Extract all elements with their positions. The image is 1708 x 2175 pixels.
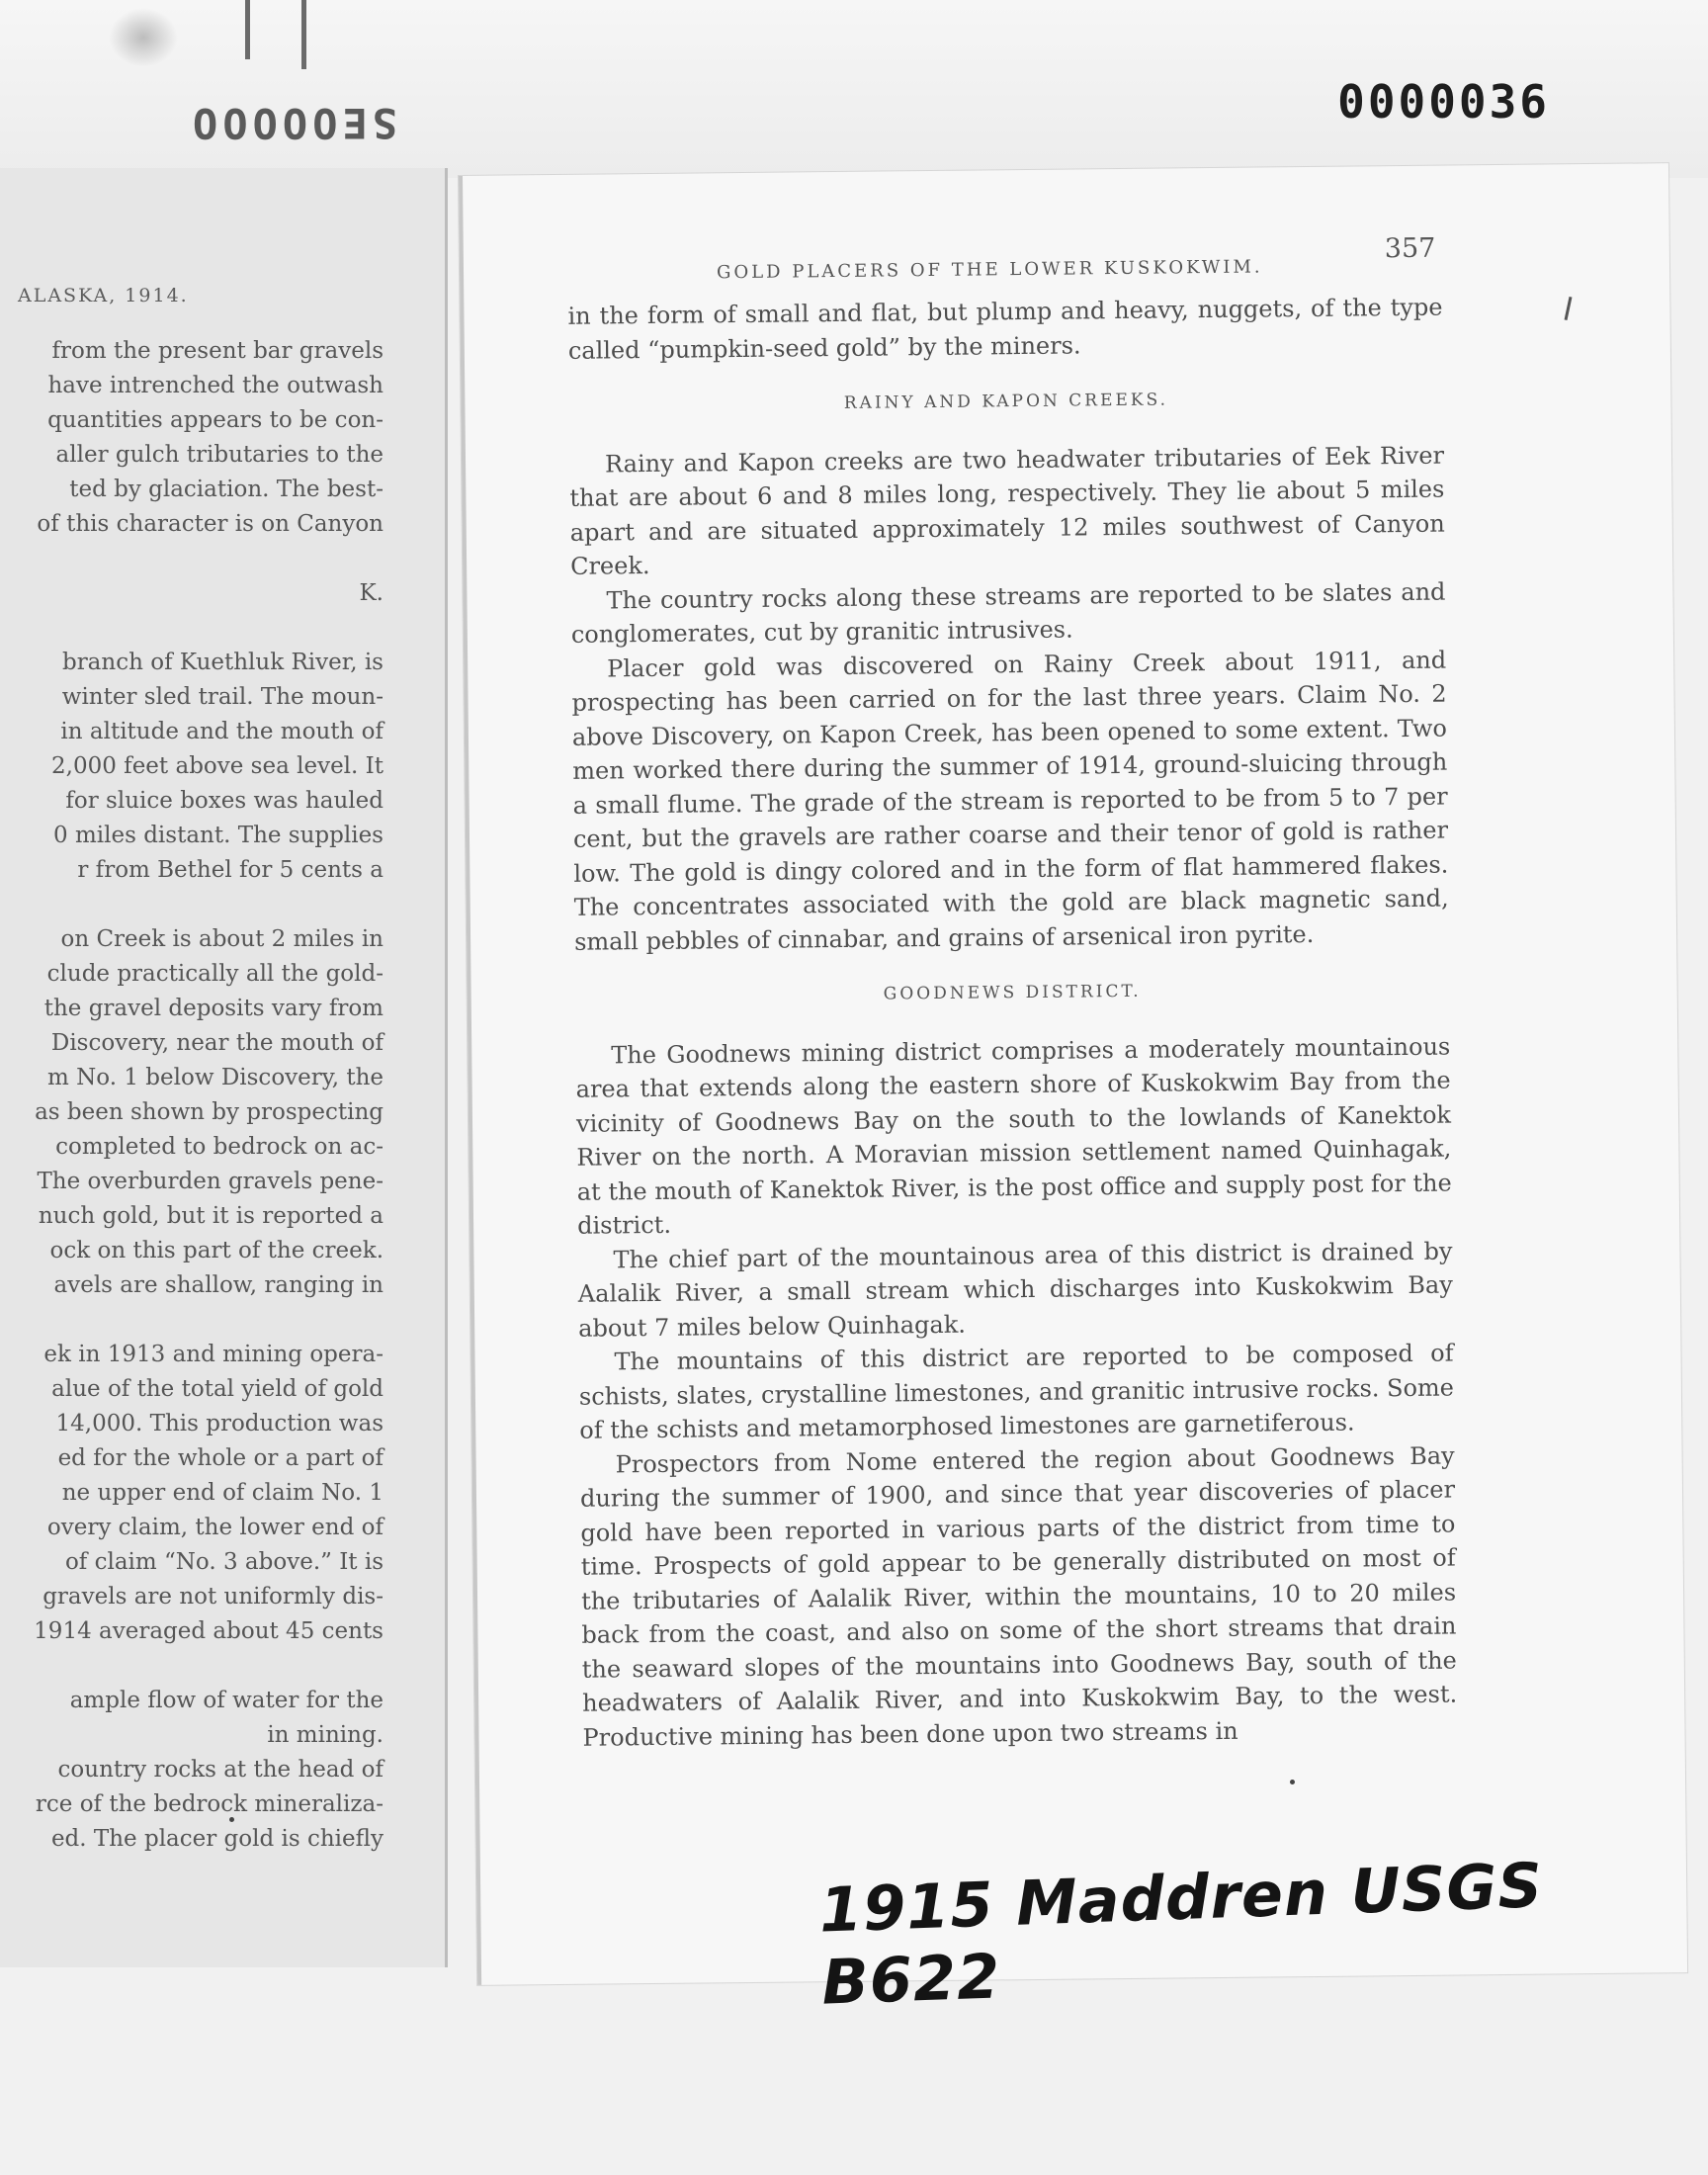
line-gap xyxy=(0,1303,384,1338)
left-page-line: in altitude and the mouth of xyxy=(60,719,384,744)
left-page-line: have intrenched the outwash xyxy=(47,373,384,398)
left-page-line: quantities appears to be con- xyxy=(47,407,384,433)
inverted-stamp: SEOOOOO xyxy=(188,99,398,147)
left-page-line: in mining. xyxy=(267,1722,384,1748)
paragraph: The country rocks along these streams are reported to be slates and conglomerates, cut by granitic intrusives. xyxy=(570,577,1446,649)
scan-dot xyxy=(1290,1780,1295,1784)
left-page-line: ek in 1913 and mining opera- xyxy=(43,1342,384,1367)
paragraph: Prospectors from Nome entered the region about Goodnews Bay during the summer of 1900, and since that year discoveries of placer gold have been reported in various parts of the district from time to time. Prospects of gold appear to be generally distributed on most of the tributaries of Aalalik River, within the mountains, 10 to 20 miles back from the coast, and also on some of the short streams that drain the seaward slopes of the mountains into Goodnews Bay, south of the headwaters of Aalalik River, and into Kuskokwim Bay, to the west. Productive mining has been done upon two streams in xyxy=(579,1441,1458,1752)
left-page-line: the gravel deposits vary from xyxy=(43,996,384,1021)
left-page-line: for sluice boxes was hauled xyxy=(65,788,384,814)
left-page-line: country rocks at the head of xyxy=(57,1757,384,1783)
right-page xyxy=(459,163,1687,1985)
document-number-stamp: 0000036 xyxy=(1337,75,1550,129)
left-page-line: branch of Kuethluk River, is xyxy=(61,650,384,675)
left-page-line: 14,000. This production was xyxy=(55,1411,384,1436)
left-page-line: gravels are not uniformly dis- xyxy=(43,1584,384,1610)
scan-smudge xyxy=(109,8,178,67)
left-page-line: rce of the bedrock mineraliza- xyxy=(35,1791,384,1817)
line-gap xyxy=(0,888,384,922)
left-page-line: alue of the total yield of gold xyxy=(51,1376,384,1402)
left-page-line: K. xyxy=(359,580,384,606)
left-page-line: r from Bethel for 5 cents a xyxy=(77,857,384,883)
continuation-paragraph: in the form of small and flat, but plump and heavy, nuggets, of the type called “pumpkin-seed gold” by the miners. xyxy=(567,293,1443,365)
left-page-line: ample flow of water for the xyxy=(69,1688,384,1713)
page-number: 357 xyxy=(1384,232,1436,265)
page-body xyxy=(567,291,1457,1755)
paragraph: The Goodnews mining district comprises a moderately mountainous area that extends along the eastern shore of Kuskokwim Bay from the vicinity of Goodnews Bay on the south to the lowlands of Kanektok River on the north. A Moravian mission settlement named Quinhagak, at the mouth of Kanektok River, is the post office and supply post for the district. xyxy=(575,1032,1452,1240)
left-page-line: ne upper end of claim No. 1 xyxy=(61,1480,384,1506)
paragraph: Placer gold was discovered on Rainy Creek about 1911, and prospecting has been carried on for the last three years. Claim No. 2 above Discovery, on Kapon Creek, has been opened to some extent. Two men worked there during the summer of 1914, ground-sluicing through a small flume. The grade of the stream is reported to be from 5 to 7 per cent, but the gravels are rather coarse and their tenor of gold is rather low. The gold is dingy colored and in the form of flat hammered flakes. The concentrates associated with the gold are black magnetic sand, small pebbles of cinnabar, and grains of arsenical iron pyrite. xyxy=(571,646,1449,956)
left-page-line: from the present bar gravels xyxy=(51,338,384,364)
section-heading-rainy-kapon: RAINY AND KAPON CREEKS. xyxy=(843,390,1169,413)
left-page-line: avels are shallow, ranging in xyxy=(53,1272,384,1298)
left-page-line: on Creek is about 2 miles in xyxy=(60,926,384,952)
paragraph: Rainy and Kapon creeks are two headwater tributaries of Eek River that are about 6 and 8 miles long, respectively. They lie about 5 miles apart and are situated approximately 12 miles southwest of Canyon Creek. xyxy=(569,441,1445,580)
left-page-line: as been shown by prospecting xyxy=(35,1099,384,1125)
left-page-line: ock on this part of the creek. xyxy=(49,1238,384,1263)
line-gap xyxy=(0,1649,384,1684)
left-page-line: ted by glaciation. The best- xyxy=(69,477,384,502)
binder-mark xyxy=(245,0,250,59)
paragraph: The chief part of the mountainous area of this district is drained by Aalalik River, a small stream which discharges into Kuskokwim Bay about 7 miles below Quinhagak. xyxy=(577,1237,1453,1343)
left-page-line: 2,000 feet above sea level. It xyxy=(51,753,384,779)
left-page-line: 0 miles distant. The supplies xyxy=(53,823,384,848)
left-page-line: 1914 averaged about 45 cents xyxy=(34,1618,384,1644)
left-page-lines xyxy=(0,334,384,1857)
left-page-line: of claim “No. 3 above.” It is xyxy=(64,1549,384,1575)
left-page-line: ed for the whole or a part of xyxy=(57,1445,384,1471)
left-page-line: Discovery, near the mouth of xyxy=(50,1030,384,1056)
scan-dot xyxy=(229,1817,234,1822)
paragraph: The mountains of this district are reported to be composed of schists, slates, crystalline limestones, and granitic intrusive rocks. Some of the schists and metamorphosed limestones are garnetiferous. xyxy=(578,1339,1455,1444)
left-running-head: ALASKA, 1914. xyxy=(18,285,189,306)
line-gap xyxy=(0,611,384,646)
left-page-line: The overburden gravels pene- xyxy=(37,1169,384,1194)
left-page-line: of this character is on Canyon xyxy=(37,511,384,537)
left-page-line: ed. The placer gold is chiefly xyxy=(50,1826,384,1852)
running-head: GOLD PLACERS OF THE LOWER KUSKOKWIM. xyxy=(716,256,1263,284)
left-page-line: m No. 1 below Discovery, the xyxy=(47,1065,384,1090)
binder-mark xyxy=(301,0,306,69)
left-page-line: winter sled trail. The moun- xyxy=(61,684,384,710)
left-page-line: clude practically all the gold- xyxy=(46,961,384,987)
left-page-fragment xyxy=(0,168,448,1967)
left-page-line: nuch gold, but it is reported a xyxy=(38,1203,384,1229)
left-page-line: overy claim, the lower end of xyxy=(46,1515,384,1540)
left-page-line: aller gulch tributaries to the xyxy=(55,442,384,468)
left-page-line: completed to bedrock on ac- xyxy=(55,1134,384,1160)
handwritten-citation: 1915 Maddren USGS B622 xyxy=(817,1849,1545,2019)
line-gap xyxy=(0,542,384,576)
section-heading-goodnews: GOODNEWS DISTRICT. xyxy=(883,981,1142,1004)
